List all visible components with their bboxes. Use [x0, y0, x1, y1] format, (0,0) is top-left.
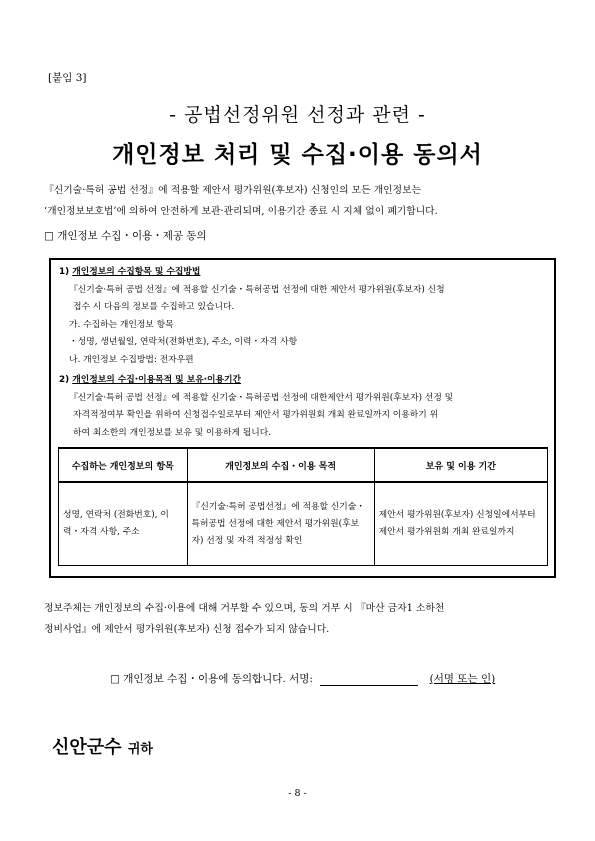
table-header: 수집하는 개인정보의 항목: [59, 448, 188, 482]
section-purpose-period: [59, 372, 549, 442]
intro-line: 『신기술·특허 공법 선정』에 적용할 제안서 평가위원(후보자) 신청인의 모든 개인정보는: [44, 185, 422, 196]
document-subtitle: - 공법선정위원 선정과 관련 -: [169, 104, 426, 126]
table-row: [59, 482, 548, 566]
section-text: 접수 시 다음의 정보를 수집하고 있습니다.: [73, 302, 235, 312]
recipient-suffix: 귀하: [127, 742, 153, 757]
notice-line: 정보주체는 개인정보의 수집·이용에 대해 거부할 수 있으며, 동의 거부 시 『마산 금자1 소하천: [44, 603, 445, 614]
signature-hint: (서명 또는 인): [429, 673, 496, 685]
page-number: - 8 -: [288, 788, 307, 799]
signature-field[interactable]: [320, 673, 418, 686]
section-title-text: 개인정보의 수집항목 및 수집방법: [72, 267, 201, 277]
recipient-name: 신안군수: [52, 737, 122, 758]
table-header: 보유 및 이용 기간: [374, 448, 547, 482]
table-cell-purpose: 『신기술·특허 공법선정』에 적용할 신기술・특허공법 선정에 대한 제안서 평가위원(후보자) 선정 및 자격 적정성 확인: [187, 482, 374, 566]
attachment-label: [붙임 3]: [48, 72, 87, 84]
consent-details-box: [49, 258, 556, 578]
section-title: [59, 372, 549, 390]
section-text: 『신기술·특허 공법 선정』에 적용할 신기술・특허공법 선정에 대한 제안서 평가위원(후보자) 신청: [69, 284, 445, 295]
notice-line: 정비사업』에 제안서 평가위원(후보자) 신청 접수가 되지 않습니다.: [44, 624, 330, 635]
section-title-text: 개인정보의 수집·이용목적 및 보유·이용기간: [72, 375, 242, 385]
document-title: 개인정보 처리 및 수집·이용 동의서: [112, 142, 483, 168]
list-item: 나. 개인정보 수집방법: 전자우편: [69, 354, 194, 365]
recipient: [52, 733, 153, 759]
intro-paragraph: [44, 180, 559, 222]
consent-heading: □ 개인정보 수집・이용・제공 동의: [44, 230, 207, 242]
section-text: 하여 최소한의 개인정보를 보유 및 이용하게 됩니다.: [73, 427, 272, 438]
section-title: [59, 264, 549, 282]
section-text: 『신기술·특허 공법 선정』에 적용할 신기술・특허공법 선정에 대한제안서 평가위원(후보자) 선정 및: [69, 392, 454, 403]
section-collection-items: [59, 264, 549, 369]
table-header-row: [59, 448, 548, 482]
list-item: 가. 수집하는 개인정보 항목: [69, 319, 174, 330]
agreement-line: [110, 671, 495, 686]
table-cell-period: 제안서 평가위원(후보자) 신청일에서부터 제안서 평가위원회 개최 완료일까지: [374, 482, 547, 566]
section-text: 자격적정여부 확인을 위하여 신청접수일로부터 제안서 평가위원회 개최 완료일까지 이용하기 위: [73, 410, 439, 420]
intro-line: ‘개인정보보호법’에 의하여 안전하게 보관·관리되며, 이용기간 종료 시 지체 없이 폐기합니다.: [44, 206, 438, 217]
agree-checkbox-text[interactable]: □ 개인정보 수집・이용에 동의합니다. 서명:: [110, 673, 313, 685]
purpose-table: [58, 447, 548, 566]
table-header: 개인정보의 수집・이용 목적: [187, 448, 374, 482]
section-number: 2): [59, 375, 73, 385]
section-number: 1): [59, 267, 73, 277]
refusal-notice: [44, 598, 559, 640]
table-cell-items: 성명, 연락처 (전화번호), 이력・자격 사항, 주소: [59, 482, 188, 566]
list-item-detail: ・성명, 생년월일, 연락처(전화번호), 주소, 이력・자격 사항: [69, 337, 298, 347]
